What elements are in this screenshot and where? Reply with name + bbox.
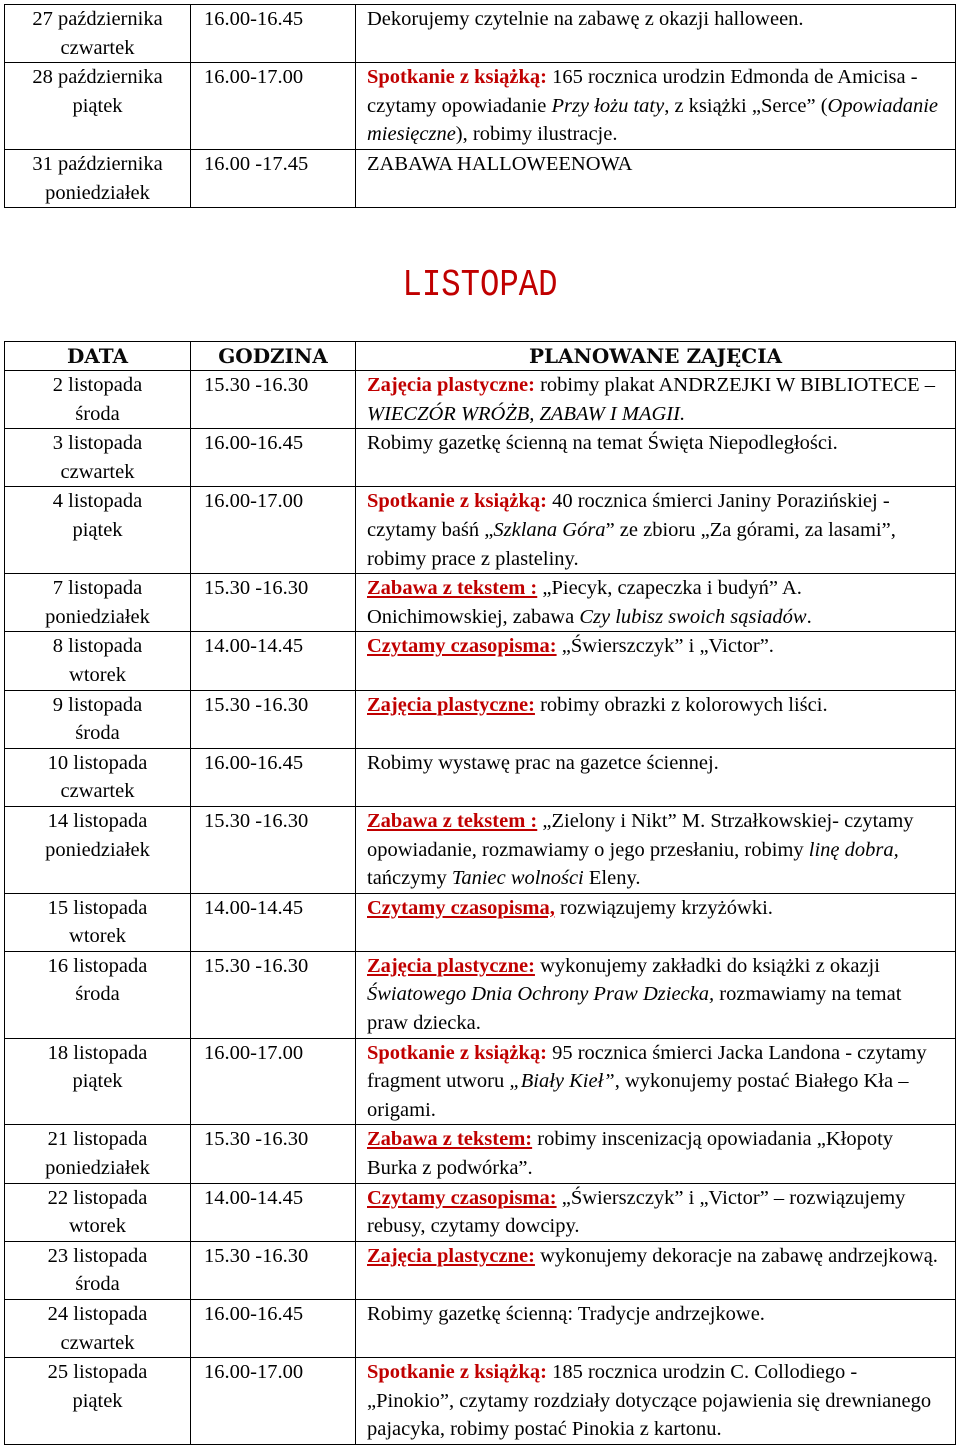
november-schedule-body bbox=[5, 371, 956, 1445]
activity-text: Eleny. bbox=[583, 867, 641, 890]
date-cell bbox=[5, 63, 191, 150]
date-text: 3 listopada bbox=[52, 432, 143, 455]
activity-cell bbox=[356, 1358, 956, 1445]
activity-cell bbox=[356, 951, 956, 1038]
time-cell: 15.30 -16.30 bbox=[191, 806, 356, 893]
activity-title-italic: linę dobra, bbox=[808, 838, 899, 861]
weekday-text: czwartek bbox=[60, 1331, 135, 1354]
time-cell: 16.00-16.45 bbox=[191, 1300, 356, 1358]
activity-text: Robimy gazetkę ścienną: Tradycje andrzejkowe. bbox=[367, 1303, 765, 1325]
time-cell: 16.00 -17.45 bbox=[191, 149, 356, 207]
activity-text: robimy obrazki z kolorowych liści. bbox=[534, 693, 828, 716]
date-text: 31 października bbox=[32, 152, 163, 175]
activity-category: Zajęcia plastyczne: bbox=[367, 1244, 535, 1267]
date-cell bbox=[5, 574, 191, 632]
activity-category: Spotkanie z książką: bbox=[367, 1041, 547, 1064]
activity-title-italic: Światowego Dnia Ochrony Praw Dziecka, bbox=[367, 983, 715, 1006]
activity-text: tańczymy bbox=[367, 867, 452, 890]
header-time: GODZINA bbox=[191, 342, 356, 371]
activity-cell bbox=[356, 1125, 956, 1183]
date-cell bbox=[5, 632, 191, 690]
date-text: 9 listopada bbox=[52, 693, 143, 716]
date-text: 21 listopada bbox=[47, 1128, 148, 1151]
time-cell: 16.00-16.45 bbox=[191, 429, 356, 487]
activity-cell bbox=[356, 1241, 956, 1299]
activity-text: rozmawiamy na temat praw dziecka. bbox=[367, 983, 902, 1035]
activity-cell bbox=[356, 632, 956, 690]
weekday-text: wtorek bbox=[69, 663, 126, 686]
weekday-text: piątek bbox=[72, 1070, 123, 1093]
time-cell: 16.00-17.00 bbox=[191, 63, 356, 150]
date-text: 27 października bbox=[32, 8, 163, 30]
activity-text: 165 rocznica urodzin Edmonda de Amicisa - czytamy opowiadanie bbox=[367, 66, 918, 117]
activity-text: wykonujemy dekoracje na zabawę andrzejkową. bbox=[534, 1244, 938, 1267]
time-cell: 14.00-14.45 bbox=[191, 1183, 356, 1241]
schedule-row bbox=[5, 574, 956, 632]
activity-cell bbox=[356, 1300, 956, 1358]
date-cell bbox=[5, 149, 191, 207]
schedule-row bbox=[5, 806, 956, 893]
schedule-row bbox=[5, 690, 956, 748]
schedule-row bbox=[5, 1038, 956, 1125]
activity-category: Czytamy czasopisma: bbox=[367, 1186, 557, 1209]
activity-text: ZABAWA HALLOWEENOWA bbox=[367, 152, 633, 175]
date-text: 24 listopada bbox=[47, 1303, 148, 1325]
weekday-text: środa bbox=[75, 1273, 120, 1296]
october-schedule-body bbox=[5, 5, 956, 208]
schedule-row bbox=[5, 1183, 956, 1241]
time-cell: 15.30 -16.30 bbox=[191, 574, 356, 632]
date-text: 8 listopada bbox=[52, 635, 143, 658]
activity-text: . bbox=[806, 605, 812, 628]
time-cell: 15.30 -16.30 bbox=[191, 371, 356, 429]
activity-category: Spotkanie z książką: bbox=[367, 1361, 547, 1384]
schedule-row bbox=[5, 951, 956, 1038]
activity-category: Zabawa z tekstem : bbox=[367, 577, 538, 600]
date-cell bbox=[5, 1241, 191, 1299]
schedule-row bbox=[5, 1300, 956, 1358]
date-text: 23 listopada bbox=[47, 1244, 148, 1267]
activity-cell bbox=[356, 63, 956, 150]
activity-text: 95 rocznica śmierci Jacka Landona - czytamy fragment utworu bbox=[367, 1041, 927, 1093]
date-text: 14 listopada bbox=[47, 809, 148, 832]
weekday-text: czwartek bbox=[60, 36, 135, 59]
activity-text: ” ze zbioru „Za górami, za lasami”, robimy prace z plasteliny. bbox=[367, 518, 896, 570]
activity-cell bbox=[356, 429, 956, 487]
activity-category: Zabawa z tekstem: bbox=[367, 1128, 533, 1151]
weekday-text: środa bbox=[75, 402, 120, 425]
weekday-text: środa bbox=[75, 983, 120, 1006]
activity-title-italic: Szklana Góra bbox=[493, 518, 606, 541]
weekday-text: czwartek bbox=[60, 460, 135, 483]
schedule-row bbox=[5, 1241, 956, 1299]
date-cell bbox=[5, 429, 191, 487]
activity-category: Zajęcia plastyczne: bbox=[367, 954, 535, 977]
october-schedule-table bbox=[4, 4, 956, 208]
activity-text: „Świerszczyk” i „Victor”. bbox=[556, 635, 774, 658]
activity-text: robimy plakat ANDRZEJKI W BIBLIOTECE – bbox=[534, 374, 936, 396]
activity-title-italic: „Biały Kieł” bbox=[509, 1070, 615, 1093]
activity-cell bbox=[356, 1038, 956, 1125]
date-text: 18 listopada bbox=[47, 1041, 148, 1064]
schedule-row bbox=[5, 1358, 956, 1445]
date-cell bbox=[5, 1125, 191, 1183]
time-cell: 14.00-14.45 bbox=[191, 893, 356, 951]
activity-cell bbox=[356, 690, 956, 748]
time-cell: 15.30 -16.30 bbox=[191, 1125, 356, 1183]
section-title: LISTOPAD bbox=[402, 264, 558, 307]
activity-text: Robimy wystawę prac na gazetce ściennej. bbox=[367, 751, 719, 774]
activity-category: Czytamy czasopisma, bbox=[367, 896, 555, 919]
activity-cell bbox=[356, 574, 956, 632]
time-cell: 16.00-17.00 bbox=[191, 487, 356, 574]
header-date: DATA bbox=[5, 342, 191, 371]
activity-cell bbox=[356, 371, 956, 429]
weekday-text: poniedziałek bbox=[45, 605, 150, 628]
time-cell: 16.00-17.00 bbox=[191, 1038, 356, 1125]
date-cell bbox=[5, 806, 191, 893]
activity-text: wykonujemy zakładki do książki z okazji bbox=[534, 954, 880, 977]
activity-cell bbox=[356, 893, 956, 951]
schedule-row bbox=[5, 429, 956, 487]
date-text: 10 listopada bbox=[47, 751, 148, 774]
time-cell: 16.00-17.00 bbox=[191, 1358, 356, 1445]
weekday-text: wtorek bbox=[69, 1215, 126, 1238]
date-cell bbox=[5, 1038, 191, 1125]
date-cell bbox=[5, 893, 191, 951]
activity-category: Zabawa z tekstem : bbox=[367, 809, 538, 832]
schedule-row bbox=[5, 5, 956, 63]
weekday-text: piątek bbox=[72, 518, 123, 541]
activity-text: Robimy gazetkę ścienną na temat Święta Niepodległości. bbox=[367, 432, 838, 455]
schedule-row bbox=[5, 63, 956, 150]
date-text: 22 listopada bbox=[47, 1186, 148, 1209]
date-cell bbox=[5, 1300, 191, 1358]
weekday-text: czwartek bbox=[60, 780, 135, 803]
activity-title-italic: Opowiadanie miesięczne bbox=[367, 94, 938, 146]
date-text: 15 listopada bbox=[47, 896, 148, 919]
header-row bbox=[5, 342, 956, 371]
schedule-row bbox=[5, 371, 956, 429]
activity-text: 40 rocznica śmierci Janiny Porazińskiej - czytamy baśń „ bbox=[367, 490, 890, 541]
schedule-row bbox=[5, 893, 956, 951]
schedule-row bbox=[5, 1125, 956, 1183]
activity-category: Spotkanie z książką: bbox=[367, 66, 547, 89]
date-text: 16 listopada bbox=[47, 954, 148, 977]
time-cell: 15.30 -16.30 bbox=[191, 951, 356, 1038]
activity-title-italic: Taniec wolności bbox=[451, 867, 584, 890]
activity-text: , z książki „Serce” ( bbox=[664, 94, 828, 117]
november-schedule-table bbox=[4, 341, 956, 1445]
date-text: 28 października bbox=[32, 66, 163, 89]
date-cell bbox=[5, 371, 191, 429]
date-cell bbox=[5, 1183, 191, 1241]
date-cell bbox=[5, 690, 191, 748]
activity-cell bbox=[356, 487, 956, 574]
weekday-text: piątek bbox=[72, 1389, 123, 1412]
date-cell bbox=[5, 1358, 191, 1445]
date-cell bbox=[5, 748, 191, 806]
weekday-text: środa bbox=[75, 722, 120, 745]
date-cell bbox=[5, 5, 191, 63]
activity-cell bbox=[356, 806, 956, 893]
header-activity: PLANOWANE ZAJĘCIA bbox=[356, 342, 956, 371]
activity-title-italic: Czy lubisz swoich sąsiadów bbox=[579, 605, 807, 628]
date-text: 4 listopada bbox=[52, 490, 143, 513]
activity-text: „Piecyk, czapeczka i budyń” A. Onichimowskiej, zabawa bbox=[367, 577, 802, 628]
weekday-text: piątek bbox=[72, 94, 123, 117]
time-cell: 16.00-16.45 bbox=[191, 748, 356, 806]
activity-text: 185 rocznica urodzin C. Collodiego - „Pinokio”, czytamy rozdziały dotyczące pojawienia się drewnianego pajacyka, robimy postać Pinokia z kartonu. bbox=[367, 1361, 932, 1441]
activity-cell bbox=[356, 1183, 956, 1241]
time-cell: 15.30 -16.30 bbox=[191, 1241, 356, 1299]
activity-text: „Zielony i Nikt” M. Strzałkowskiej- czytamy opowiadanie, rozmawiamy o jego przesłaniu, robimy bbox=[367, 809, 914, 861]
activity-cell bbox=[356, 149, 956, 207]
schedule-row bbox=[5, 149, 956, 207]
activity-cell bbox=[356, 5, 956, 63]
weekday-text: poniedziałek bbox=[45, 838, 150, 861]
weekday-text: wtorek bbox=[69, 925, 126, 948]
date-cell bbox=[5, 487, 191, 574]
activity-text: ), robimy ilustracje. bbox=[455, 123, 618, 146]
activity-text: „Świerszczyk” i „Victor” – rozwiązujemy rebusy, czytamy dowcipy. bbox=[367, 1186, 906, 1238]
date-cell bbox=[5, 951, 191, 1038]
weekday-text: poniedziałek bbox=[45, 1157, 150, 1180]
time-cell: 14.00-14.45 bbox=[191, 632, 356, 690]
date-text: 25 listopada bbox=[47, 1361, 148, 1384]
weekday-text: poniedziałek bbox=[45, 181, 150, 204]
activity-category: Spotkanie z książką: bbox=[367, 490, 547, 513]
activity-title-italic: Przy łożu taty bbox=[551, 94, 665, 117]
activity-category: Zajęcia plastyczne: bbox=[367, 693, 535, 716]
schedule-row bbox=[5, 748, 956, 806]
schedule-row bbox=[5, 632, 956, 690]
date-text: 2 listopada bbox=[52, 374, 143, 396]
activity-text: robimy inscenizacją opowiadania „Kłopoty Burka z podwórka”. bbox=[367, 1128, 894, 1180]
time-cell: 16.00-16.45 bbox=[191, 5, 356, 63]
activity-cell bbox=[356, 748, 956, 806]
activity-text: rozwiązujemy krzyżówki. bbox=[554, 896, 773, 919]
activity-title-italic: WIECZÓR WRÓŻB, ZABAW I MAGII. bbox=[367, 402, 686, 425]
activity-text: , wykonujemy postać Białego Kła – origami. bbox=[367, 1070, 909, 1121]
activity-category: Zajęcia plastyczne: bbox=[367, 374, 535, 396]
schedule-row bbox=[5, 487, 956, 574]
activity-category: Czytamy czasopisma: bbox=[367, 635, 557, 658]
date-text: 7 listopada bbox=[52, 577, 143, 600]
activity-text: Dekorujemy czytelnie na zabawę z okazji halloween. bbox=[367, 8, 804, 30]
time-cell: 15.30 -16.30 bbox=[191, 690, 356, 748]
